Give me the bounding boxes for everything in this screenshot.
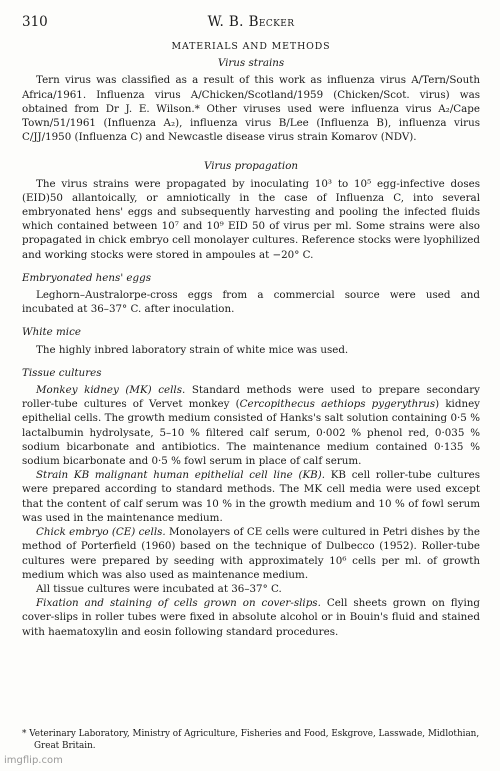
monkey-text-part2: ) kidney epithelial cells. The growth medium consisted of Hanks's salt solution containing 0·5 % lactalbumin hydrolysate, 5–10 % filtered calf serum, 0·002 % phenol red, 0·035 % sodium bicarbonate and antibiotics. The maintenance medium contained 0·135 % sodium bicarbonate and 0·5 % fowl serum in place of calf serum. xyxy=(22,398,480,468)
runin-fixation: Fixation and staining of cells grown on cover-slips. xyxy=(36,597,321,610)
paragraph-fixation xyxy=(22,596,480,639)
fix-text: Cell sheets grown on flying cover-slips in roller tubes were fixed in absolute alcohol or in Bouin's fluid and stained with haematoxylin and eosin following standard procedures. xyxy=(22,597,481,638)
section-title: MATERIALS AND METHODS xyxy=(171,41,331,52)
page-header xyxy=(22,14,480,32)
monkey-text-part1: Standard methods were used to prepare secondary roller-tube cultures of Vervet monkey ( xyxy=(22,384,480,411)
body-text xyxy=(22,40,480,639)
paragraph-chick-embryo xyxy=(22,525,480,582)
paragraph-incubation: All tissue cultures were incubated at 36–37° C. xyxy=(36,582,282,595)
heading-virus-strains: Virus strains xyxy=(217,57,285,70)
heading-white-mice: White mice xyxy=(22,326,81,339)
paragraph-white-mice: The highly inbred laboratory strain of white mice was used. xyxy=(36,343,349,356)
heading-virus-propagation: Virus propagation xyxy=(203,160,299,173)
heading-tissue-cultures: Tissue cultures xyxy=(22,366,102,379)
kb-text: KB cell roller-tube cultures were prepared according to standard methods. The MK cell media were used except that the content of calf serum was 10 % in the growth medium and 10 % of fowl serum was used in the maintenance medium. xyxy=(22,469,481,524)
page-number: 310 xyxy=(22,14,48,30)
footnote: * Veterinary Laboratory, Ministry of Agriculture, Fisheries and Food, Eskgrove, Lasswade, Midlothian, Great Britain. xyxy=(22,729,480,751)
ce-text: Monolayers of CE cells were cultured in Petri dishes by the method of Porterfield (1960) based on the technique of Dulbecco (1952). Roller-tube cultures were prepared by seeding with approximately 10⁶ cells per ml. of growth medium which was also used as maintenance medium. xyxy=(22,526,480,581)
watermark: imgflip.com xyxy=(4,755,63,766)
paragraph-virus-strains: Tern virus was classified as a result of this work as influenza virus A/Tern/South Africa/1961. Influenza virus A/Chicken/Scotland/1959 (Chicken/Scot. virus) was obtained from Dr J. E. Wilson.* Other viruses used were influenza virus A₂/Cape Town/51/1961 (Influenza A₂), influenza virus B/Lee (Influenza B), influenza virus C/JJ/1950 (Influenza C) and Newcastle disease virus strain Komarov (NDV). xyxy=(22,74,480,144)
monkey-species: Cercopithecus aethiops pygerythrus xyxy=(239,398,436,411)
heading-embryonated-eggs: Embryonated hens' eggs xyxy=(22,271,151,284)
runin-chick-embryo: Chick embryo (CE) cells. xyxy=(36,526,166,539)
runin-monkey-kidney: Monkey kidney (MK) cells. xyxy=(36,384,186,397)
paragraph-kb-cells xyxy=(22,468,480,525)
paragraph-embryonated-eggs: Leghorn–Australorpe-cross eggs from a commercial source were used and incubated at 36–37° C. after inoculation. xyxy=(22,289,480,316)
running-head: W. B. Becker xyxy=(207,14,295,30)
runin-kb-cells: Strain KB malignant human epithelial cell line (KB). xyxy=(36,469,326,482)
paragraph-monkey-kidney xyxy=(22,383,480,468)
paragraph-virus-propagation: The virus strains were propagated by inoculating 10³ to 10⁵ egg-infective doses (EID)50 allantoically, or amniotically in the case of Influenza C, into several embryonated hens' eggs and subsequently harvesting and pooling the infected fluids which contained between 10⁷ and 10⁹ EID 50 of virus per ml. Some strains were also propagated in chick embryo cell monolayer cultures. Reference stocks were lyophilized and working stocks were stored in ampoules at −20° C. xyxy=(22,177,480,261)
